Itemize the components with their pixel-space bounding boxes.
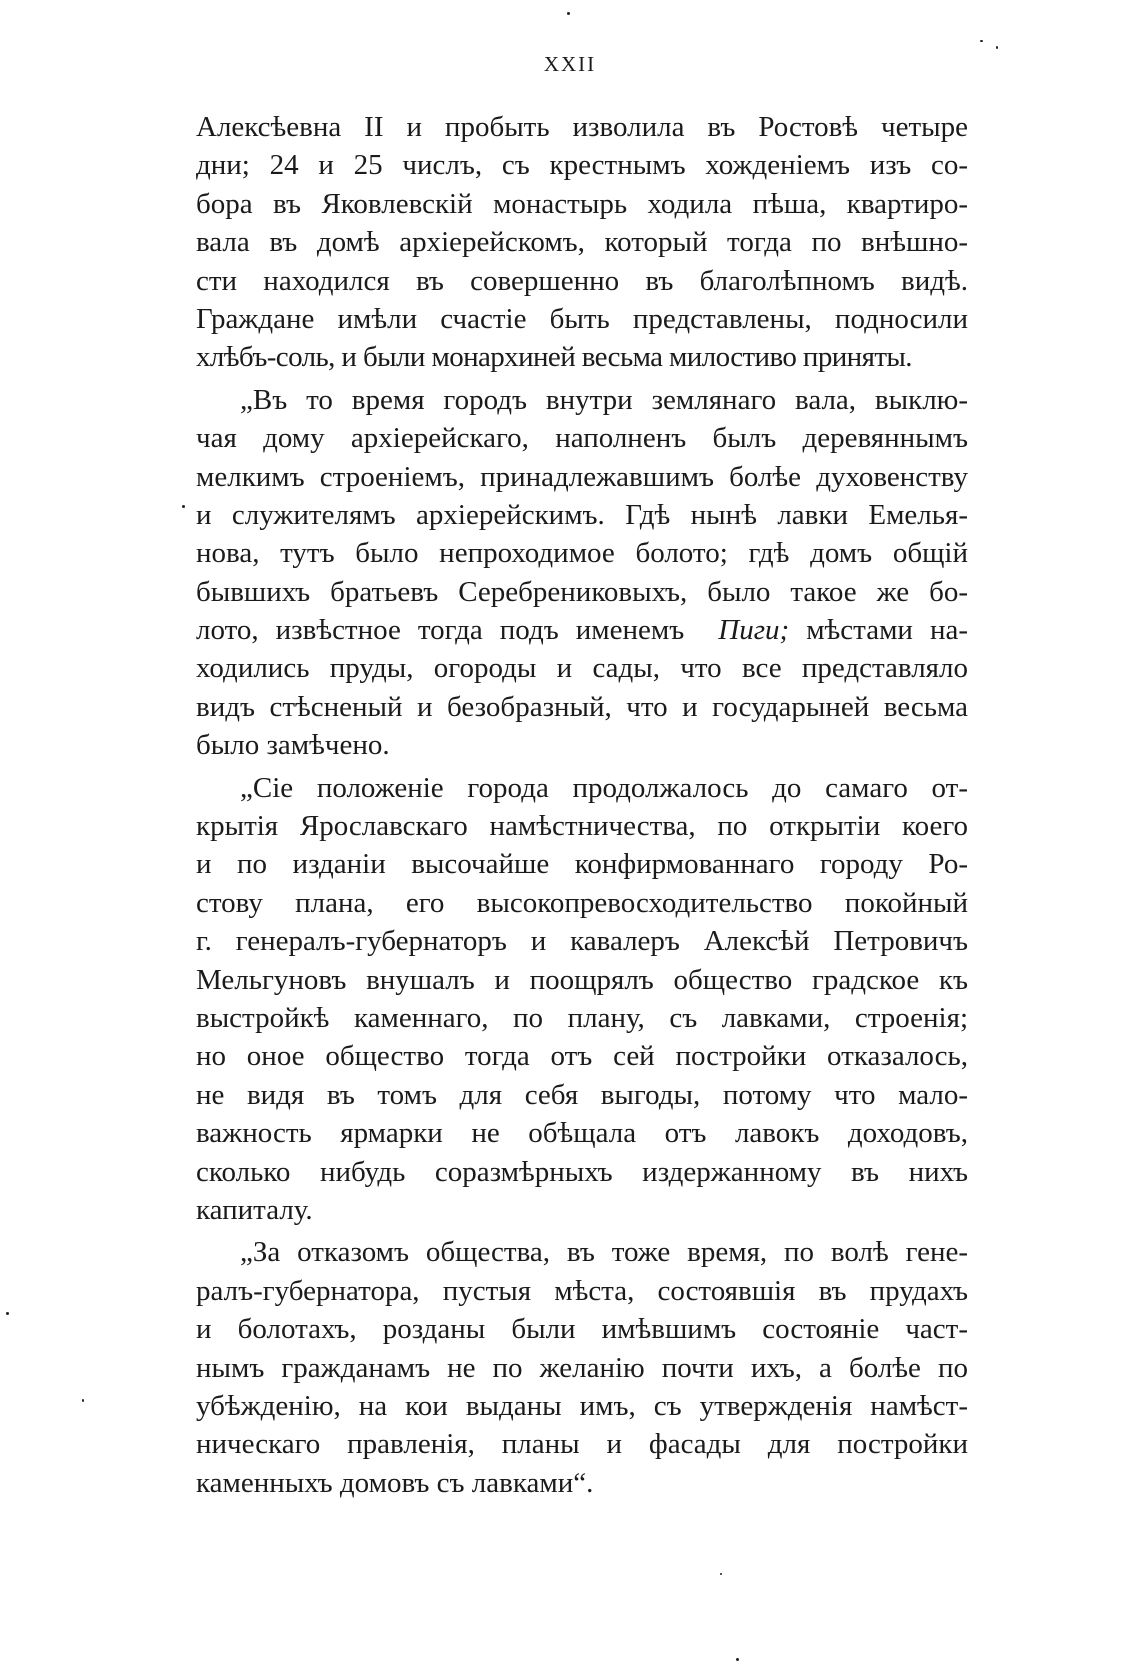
text-line: „За отказомъ общества, въ тоже время, по волѣ гене- xyxy=(240,1236,968,1269)
text-line: вала въ домѣ архіерейскомъ, который тогда по внѣшно- xyxy=(196,226,968,259)
text-line: хлѣбъ-соль, и были монархиней весьма милостиво приняты. xyxy=(196,341,912,374)
text-line: крытія Ярославскаго намѣстничества, по открытіи коего xyxy=(196,810,968,843)
text-line: видъ стѣсненый и безобразный, что и государыней весьма xyxy=(196,690,968,723)
scan-speck xyxy=(182,505,185,508)
paragraph-4 xyxy=(196,1233,968,1502)
paragraph-1 xyxy=(196,108,968,377)
text-line-end: мѣстами на- xyxy=(806,614,969,647)
paragraph-2 xyxy=(196,381,968,765)
text-line: каменныхъ домовъ съ лавками“. xyxy=(196,1466,594,1499)
text-line: ническаго правленія, планы и фасады для постройки xyxy=(196,1428,968,1461)
scan-speck xyxy=(567,12,570,15)
text-line: Граждане имѣли счастіе быть представлены, подносили xyxy=(196,302,968,335)
paragraph-3 xyxy=(196,769,968,1230)
text-line: чая дому архіерейскаго, наполненъ былъ деревяннымъ xyxy=(196,422,968,455)
body-text xyxy=(196,108,968,1506)
text-line: выстройкѣ каменнаго, по плану, съ лавками, строенія; xyxy=(196,1001,968,1034)
text-line: Алексѣевна II и пробыть изволила въ Ростовѣ четыре xyxy=(196,111,968,143)
page-number: XXII xyxy=(543,52,597,76)
text-line: но оное общество тогда отъ сей постройки отказалось, xyxy=(196,1040,968,1073)
scan-speck xyxy=(980,40,983,42)
text-line: нымъ гражданамъ не по желанію почти ихъ, а болѣе по xyxy=(196,1351,968,1384)
text-line: и по изданіи высочайше конфирмованнаго городу Ро- xyxy=(196,848,968,881)
text-line: и болотахъ, розданы были имѣвшимъ состояніе част- xyxy=(196,1313,968,1346)
text-line: дни; 24 и 25 числъ, съ крестнымъ хожденіемъ изъ со- xyxy=(196,149,968,182)
text-line: нова, тутъ было непроходимое болото; гдѣ домъ общій xyxy=(196,537,968,570)
scan-speck xyxy=(720,1573,722,1575)
text-line-with-italic xyxy=(196,611,968,649)
text-line: стову плана, его высокопревосходительство покойный xyxy=(196,886,968,919)
scan-speck xyxy=(996,46,998,49)
text-line: бора въ Яковлевскій монастырь ходила пѣша, квартиро- xyxy=(196,187,968,220)
text-line: было замѣчено. xyxy=(196,729,390,762)
text-line-start: лото, извѣстное тогда подъ именемъ xyxy=(196,614,685,647)
scan-speck xyxy=(736,1658,739,1661)
text-line: убѣжденію, на кои выданы имъ, съ утвержденія намѣст- xyxy=(196,1389,968,1422)
italic-place-name: Пиги; xyxy=(718,614,790,647)
text-line: ралъ-губернатора, пустыя мѣста, состоявшія въ прудахъ xyxy=(196,1274,968,1307)
text-line: мелкимъ строеніемъ, принадлежавшимъ болѣе духовенству xyxy=(196,460,968,493)
text-line: „Сіе положеніе города продолжалось до самаго от- xyxy=(240,771,968,804)
text-line: бывшихъ братьевъ Серебрениковыхъ, было такое же бо- xyxy=(196,575,968,608)
text-line: „Въ то время городъ внутри землянаго вала, выклю- xyxy=(240,383,968,416)
text-line: ходились пруды, огороды и сады, что все представляло xyxy=(196,652,968,685)
text-line: сти находился въ совершенно въ благолѣпномъ видѣ. xyxy=(196,264,968,297)
text-line: г. генералъ-губернаторъ и кавалеръ Алексѣй Петровичъ xyxy=(196,925,968,958)
text-line: Мельгуновъ внушалъ и поощрялъ общество градское къ xyxy=(196,963,968,996)
scan-speck xyxy=(6,1312,9,1315)
text-line: важность ярмарки не обѣщала отъ лавокъ доходовъ, xyxy=(196,1117,968,1150)
text-line: не видя въ томъ для себя выгоды, потому что мало- xyxy=(196,1078,968,1111)
text-line: и служителямъ архіерейскимъ. Гдѣ нынѣ лавки Емелья- xyxy=(196,498,968,531)
text-line: сколько нибудь соразмѣрныхъ издержанному въ нихъ xyxy=(196,1155,968,1188)
text-line: капиталу. xyxy=(196,1193,313,1226)
scan-speck xyxy=(82,1399,84,1402)
